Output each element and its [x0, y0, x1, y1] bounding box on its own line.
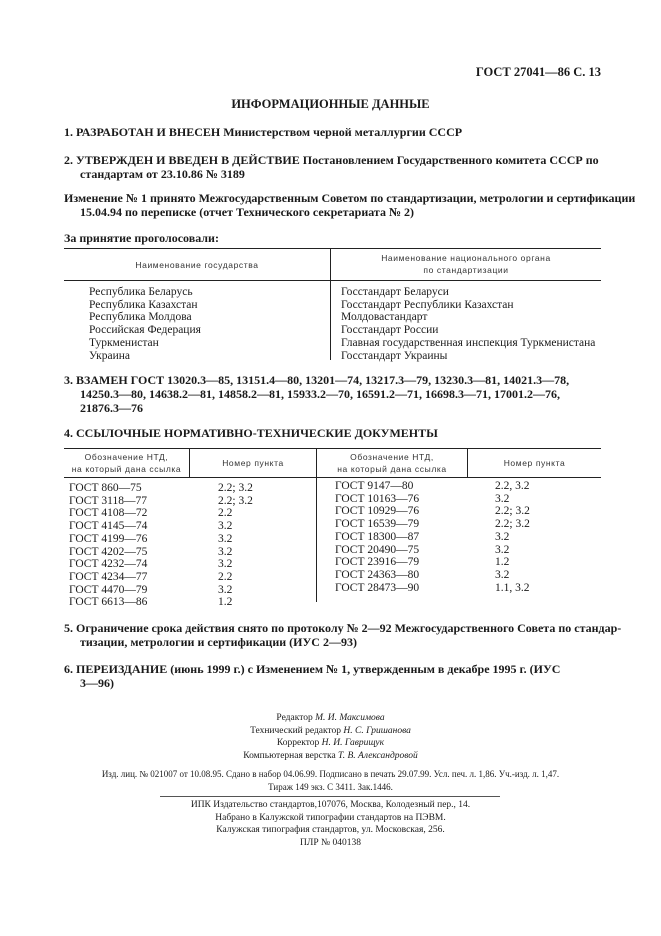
- item-3-line-3: 21876.3—76: [80, 401, 143, 415]
- ref-doc-cell: ГОСТ 3118—77: [69, 494, 147, 507]
- imprint-line-3: Калужская типография стандартов, ул. Московская, 256.: [216, 825, 445, 835]
- states-list: [89, 286, 201, 362]
- item-1: 1. РАЗРАБОТАН И ВНЕСЕН Министерством черной металлургии СССР: [64, 125, 463, 139]
- ref-item-cell: 2.2; 3.2: [218, 482, 253, 494]
- ref-doc-cell: ГОСТ 4108—72: [69, 507, 148, 520]
- state-cell: Республика Казахстан: [89, 298, 198, 311]
- credit-name: М. И. Максимова: [315, 713, 385, 723]
- ref-doc-cell: ГОСТ 20490—75: [335, 543, 420, 556]
- state-cell: Республика Молдова: [89, 311, 192, 324]
- credit-name: Н. С. Гришанова: [343, 725, 411, 736]
- ref-item-cell: 3.2: [218, 532, 233, 545]
- page-header: ГОСТ 27041—86 С. 13: [475, 65, 601, 79]
- body-cell: Главная государственная инспекция Туркменистана: [341, 336, 596, 349]
- item-6-line-1: 6. ПЕРЕИЗДАНИЕ (июнь 1999 г.) с Изменением № 1, утвержденным в декабре 1995 г. (ИУС: [64, 662, 561, 676]
- publishing-line-2: Тираж 149 экз. С 3411. Зак.1446.: [268, 782, 393, 792]
- credits: [0, 712, 661, 762]
- ref-table-header-rule: [64, 477, 601, 478]
- ref-item-cell: 1.1, 3.2: [495, 581, 530, 594]
- ref-doc-cell: ГОСТ 23916—79: [335, 556, 420, 569]
- ref-left-doc-header-line-1: Обозначение НТД,: [84, 452, 169, 462]
- ref-doc-cell: ГОСТ 4470—79: [69, 583, 148, 596]
- amendment-line-2: 15.04.94 по переписке (отчет Технического секретариата № 2): [80, 205, 415, 219]
- ref-doc-cell: ГОСТ 10163—76: [335, 492, 420, 505]
- voted-heading: За принятие проголосовали:: [64, 231, 219, 245]
- item-6-line-2: 3—96): [80, 676, 114, 690]
- publishing-line-1: Изд. лиц. № 021007 от 10.08.95. Сдано в набор 04.06.99. Подписано в печать 29.07.99. Усл. печ. л. 1,86. Уч.-изд. л. 1,47.: [101, 769, 560, 779]
- ref-item-cell: 2.2; 3.2: [495, 505, 530, 518]
- ref-item-cell: 3.2: [218, 520, 233, 533]
- item-2-line-1: 2. УТВЕРЖДЕН И ВВЕДЕН В ДЕЙСТВИЕ Постановлением Государственного комитета СССР по: [64, 153, 599, 167]
- ref-item-cell: 2.2: [218, 507, 233, 520]
- body-col-header-line-1: Наименование национального органа: [381, 253, 551, 263]
- ref-item-cell: 2.2: [218, 570, 233, 583]
- state-cell: Российская Федерация: [89, 324, 201, 337]
- ref-doc-cell: ГОСТ 6613—86: [69, 596, 148, 609]
- ref-item-cell: 2.2; 3.2: [218, 494, 253, 507]
- ref-right-doc-header-line-2: на который дана ссылка: [337, 464, 447, 474]
- ref-table-top-rule: [64, 448, 601, 449]
- body-cell: Госстандарт России: [341, 324, 439, 337]
- item-4: 4. ССЫЛОЧНЫЕ НОРМАТИВНО-ТЕХНИЧЕСКИЕ ДОКУМЕНТЫ: [64, 426, 438, 440]
- states-col-header: Наименование государства: [135, 260, 259, 270]
- credit-role: Редактор: [276, 713, 313, 723]
- page-title: ИНФОРМАЦИОННЫЕ ДАННЫЕ: [231, 97, 430, 111]
- ref-left-item-header: Номер пункта: [222, 458, 284, 468]
- ref-item-cell: 3.2: [495, 543, 510, 556]
- ref-doc-cell: ГОСТ 24363—80: [335, 568, 420, 581]
- imprint-line-4: ПЛР № 040138: [300, 837, 361, 848]
- credit-name: Н. И. Гаврищук: [321, 738, 385, 748]
- ref-item-cell: 3.2: [495, 530, 510, 543]
- ref-doc-cell: ГОСТ 4202—75: [69, 545, 148, 558]
- states-table-top-rule: [64, 248, 601, 249]
- ref-left-doc-header-line-2: на который дана ссылка: [71, 464, 182, 474]
- ref-left-items: [218, 482, 253, 609]
- ref-doc-cell: ГОСТ 18300—87: [335, 530, 420, 543]
- ref-item-cell: 3.2: [495, 568, 510, 581]
- item-2-line-2: стандартам от 23.10.86 № 3189: [80, 167, 245, 181]
- body-cell: Молдовастандарт: [341, 311, 428, 324]
- ref-item-cell: 2.2; 3.2: [495, 518, 530, 531]
- ref-item-cell: 3.2: [218, 558, 233, 571]
- item-3-line-1: 3. ВЗАМЕН ГОСТ 13020.3—85, 13151.4—80, 13201—74, 13217.3—79, 13230.3—81, 14021.3—78,: [64, 373, 570, 387]
- ref-doc-cell: ГОСТ 28473—90: [335, 581, 420, 594]
- credit-tech-editor: [0, 725, 661, 738]
- state-cell: Туркменистан: [89, 336, 159, 349]
- credit-role: Технический редактор: [250, 725, 342, 736]
- ref-doc-cell: ГОСТ 10929—76: [335, 505, 420, 518]
- bodies-list: [341, 286, 595, 362]
- body-col-header-line-2: по стандартизации: [423, 265, 509, 275]
- credit-role: Корректор: [276, 738, 320, 748]
- item-5-line-2: тизации, метрологии и сертификации (ИУС 2—93): [80, 635, 357, 649]
- state-cell: Республика Беларусь: [89, 286, 193, 298]
- ref-doc-cell: ГОСТ 16539—79: [335, 518, 420, 531]
- ref-item-cell: 1.2: [495, 556, 510, 569]
- ref-doc-cell: ГОСТ 4199—76: [69, 532, 148, 545]
- ref-item-cell: 3.2: [495, 492, 510, 505]
- item-3-line-2: 14250.3—80, 14638.2—81, 14858.2—81, 15933.2—70, 16591.2—71, 16698.3—71, 17001.2—76,: [80, 387, 560, 401]
- body-cell: Госстандарт Украины: [341, 349, 448, 362]
- imprint-block: [0, 799, 661, 849]
- body-cell: Госстандарт Республики Казахстан: [341, 298, 514, 311]
- credit-editor: [0, 712, 661, 725]
- ref-doc-cell: ГОСТ 4232—74: [69, 558, 148, 571]
- ref-item-cell: 3.2: [218, 583, 233, 596]
- ref-right-docs: [335, 480, 419, 594]
- ref-item-cell: 3.2: [218, 545, 233, 558]
- ref-item-cell: 1.2: [218, 596, 233, 609]
- item-5-line-1: 5. Ограничение срока действия снято по протоколу № 2—92 Межгосударственного Совета по стандар-: [64, 621, 622, 635]
- ref-right-item-header: Номер пункта: [503, 458, 566, 468]
- imprint-line-2: Набрано в Калужской типографии стандартов на ПЭВМ.: [215, 812, 446, 823]
- ref-right-items: [495, 480, 530, 594]
- credit-corrector: [0, 737, 661, 750]
- credit-layout: [0, 750, 661, 763]
- imprint-line-1: ИПК Издательство стандартов,107076, Москва, Колодезный пер., 14.: [190, 800, 471, 810]
- ref-left-docs: [69, 482, 147, 609]
- ref-doc-cell: ГОСТ 9147—80: [335, 480, 414, 492]
- ref-doc-cell: ГОСТ 860—75: [69, 482, 142, 494]
- credit-name: Т. В. Александровой: [338, 750, 418, 761]
- imprint-divider: [160, 796, 500, 797]
- ref-right-doc-header-line-1: Обозначение НТД,: [350, 452, 434, 462]
- credit-role: Компьютерная верстка: [243, 750, 336, 761]
- body-cell: Госстандарт Беларуси: [341, 286, 449, 298]
- ref-doc-cell: ГОСТ 4234—77: [69, 570, 148, 583]
- states-table-header-rule: [64, 280, 601, 281]
- ref-item-cell: 2.2, 3.2: [495, 480, 530, 492]
- ref-doc-cell: ГОСТ 4145—74: [69, 520, 148, 533]
- state-cell: Украина: [89, 349, 130, 362]
- amendment-line-1: Изменение № 1 принято Межгосударственным Советом по стандартизации, метрологии и сертификации: [64, 191, 636, 205]
